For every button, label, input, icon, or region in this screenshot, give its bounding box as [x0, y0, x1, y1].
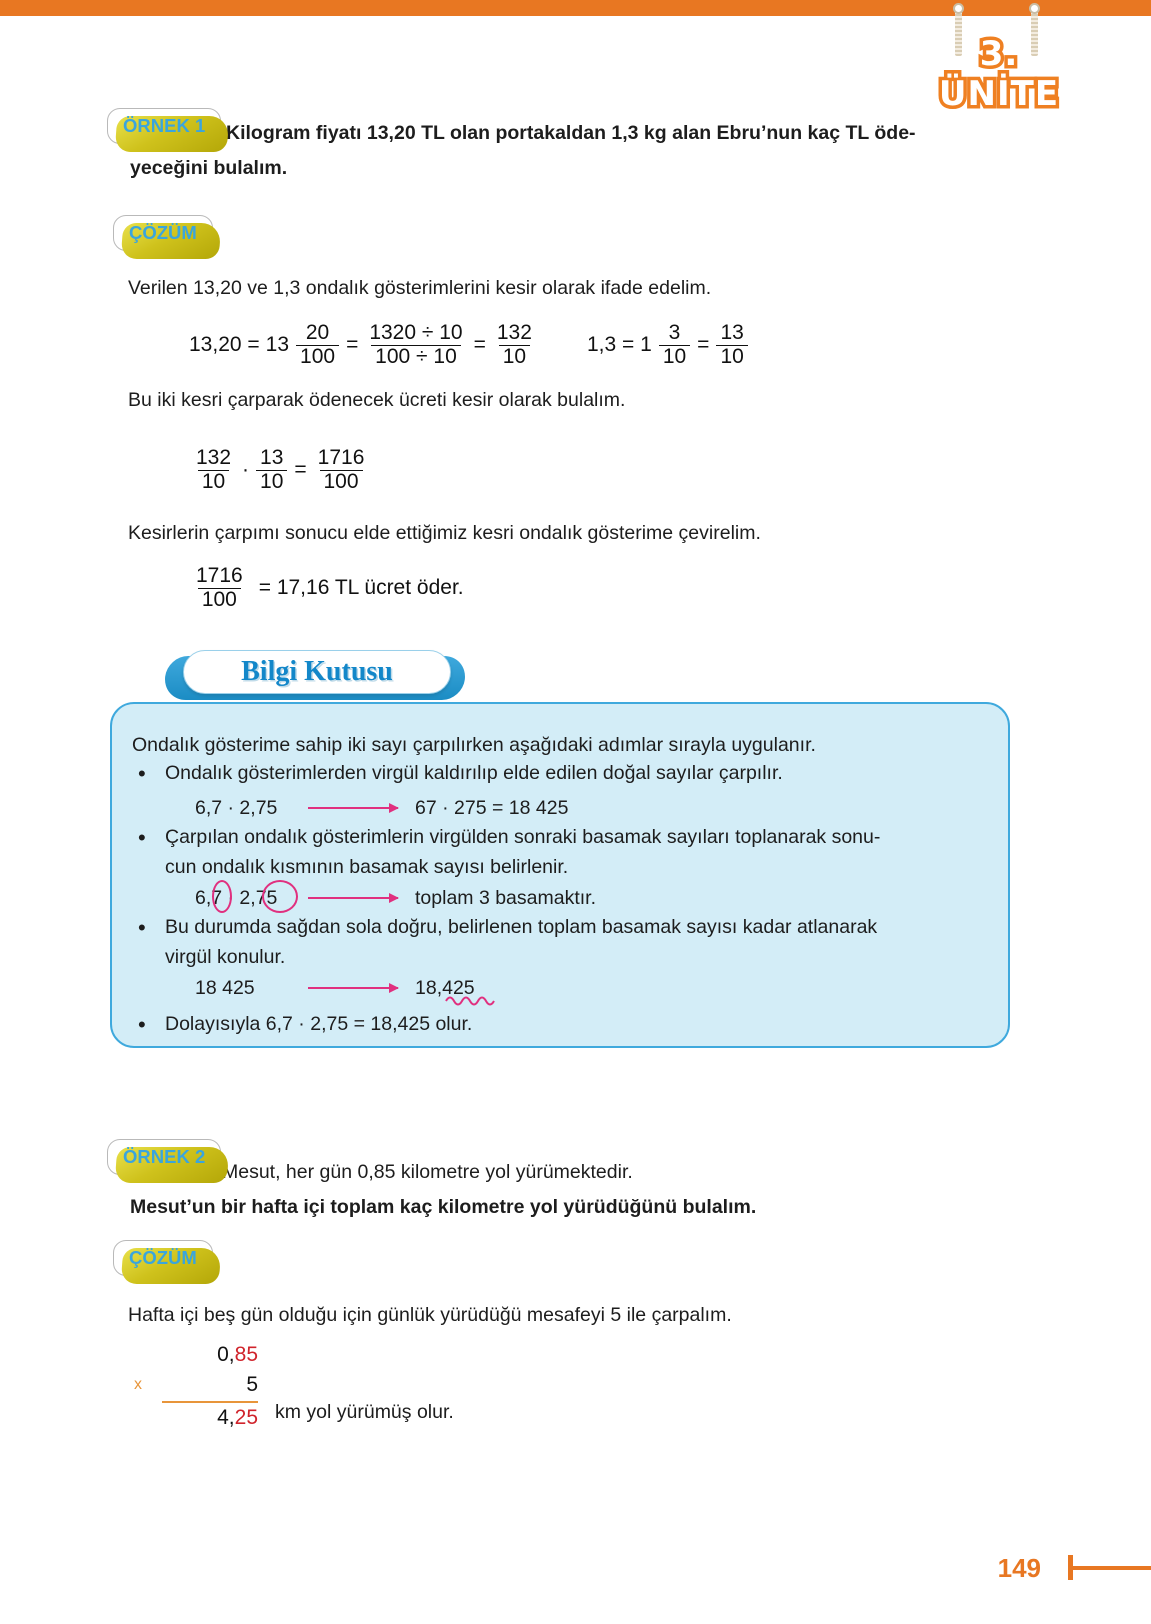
math2-f2-denominator: 10	[256, 470, 287, 494]
solution-1-badge: ÇÖZÜM	[113, 215, 213, 251]
info-item-1-example-right: 67 · 275 = 18 425	[415, 797, 569, 819]
math1-f1-denominator: 100	[296, 345, 339, 369]
math2-fraction-2	[256, 447, 287, 493]
vertical-multiplication	[134, 1340, 258, 1433]
example-2-badge: ÖRNEK 2	[107, 1139, 221, 1175]
info-item-2-example-left: 6,7 · 2,75	[195, 887, 278, 909]
wavy-underline-icon	[445, 995, 505, 1007]
info-item-3-text-line-2: virgül konulur.	[165, 946, 286, 968]
ring-right-icon	[1029, 3, 1040, 14]
math3-numerator: 1716	[196, 564, 243, 587]
unit-label: 3. ÜNİTE	[938, 34, 1060, 114]
solution-1-text-2: Bu iki kesri çarparak ödenecek ücreti kesir olarak bulalım.	[128, 389, 626, 411]
math2-f3-numerator: 1716	[317, 446, 365, 469]
example-1-badge: ÖRNEK 1	[107, 108, 221, 144]
bullet-3-glyph: •	[138, 915, 146, 940]
math2-equals: =	[294, 458, 307, 482]
product-integer: 4,	[217, 1406, 235, 1429]
math2-fraction-1	[192, 447, 235, 493]
multiplicand-row	[162, 1340, 258, 1370]
example-1-line-1: Kilogram fiyatı 13,20 TL olan portakaldan 1,3 kg alan Ebru’nun kaç TL öde-	[226, 122, 916, 144]
solution-2-text-1: Hafta içi beş gün olduğu için günlük yürüdüğü mesafeyi 5 ile çarpalım.	[128, 1304, 732, 1326]
circle-annotation-digits-75	[262, 880, 298, 913]
solution-1-text-3: Kesirlerin çarpımı sonucu elde ettiğimiz kesri ondalık gösterime çevirelim.	[128, 522, 761, 544]
arrow-1-icon	[308, 807, 398, 809]
info-item-1-example-left: 6,7 · 2,75	[195, 797, 278, 819]
math2-dot: ·	[242, 458, 250, 482]
math1b-f2-denominator: 10	[716, 345, 747, 369]
math1b-lhs: 1,3 = 1	[587, 333, 652, 357]
math-expression-1	[186, 322, 540, 368]
page-number: 149	[997, 1553, 1041, 1583]
math-expression-3	[188, 565, 467, 611]
product-row	[162, 1403, 258, 1433]
info-item-4-text: Dolayısıyla 6,7 · 2,75 = 18,425 olur.	[165, 1013, 473, 1035]
math1b-fraction-1	[659, 322, 690, 368]
multiplier-value: 5	[246, 1373, 258, 1396]
math3-denominator: 100	[198, 588, 241, 612]
math2-f1-denominator: 10	[198, 470, 229, 494]
multiplier-row	[134, 1370, 258, 1400]
math1-f2-denominator: 100 ÷ 10	[371, 345, 461, 369]
math1b-equals: =	[697, 333, 710, 357]
math2-fraction-3	[314, 447, 369, 493]
info-item-1-text: Ondalık gösterimlerden virgül kaldırılıp elde edilen doğal sayılar çarpılır.	[165, 762, 783, 784]
math1-f2-numerator: 1320 ÷ 10	[369, 321, 463, 344]
product-decimal: 25	[234, 1406, 258, 1429]
page-rule-line	[1069, 1566, 1151, 1570]
info-box-title: Bilgi Kutusu	[241, 656, 393, 687]
math1b-f1-denominator: 10	[659, 345, 690, 369]
math1b-f2-numerator: 13	[720, 321, 744, 344]
info-item-2-example-right: toplam 3 basamaktır.	[415, 887, 597, 909]
math1-f3-numerator: 132	[496, 321, 532, 344]
info-item-3-example-left: 18 425	[195, 977, 255, 999]
solution-2-badge: ÇÖZÜM	[113, 1240, 213, 1276]
math1b-f1-numerator: 3	[668, 321, 681, 344]
info-item-2-text-line-1: Çarpılan ondalık gösterimlerin virgülden sonraki basamak sayıları toplanarak sonu-	[165, 826, 881, 848]
unit-badge	[919, 0, 1079, 114]
multiplicand-integer: 0,	[217, 1343, 235, 1366]
arrow-3-icon	[308, 987, 398, 989]
multiplication-unit-text: km yol yürümüş olur.	[275, 1401, 454, 1423]
math3-fraction	[192, 565, 247, 611]
solution-1-text-1: Verilen 13,20 ve 1,3 ondalık gösterimlerini kesir olarak ifade edelim.	[128, 277, 712, 299]
info-intro: Ondalık gösterime sahip iki sayı çarpılırken aşağıdaki adımlar sırayla uygulanır.	[132, 734, 816, 756]
example-2-line-2: Mesut’un bir hafta içi toplam kaç kilometre yol yürüdüğünü bulalım.	[130, 1196, 757, 1218]
math1b-fraction-2	[716, 322, 747, 368]
multiplication-sign: x	[134, 1376, 142, 1393]
math3-result-text: = 17,16 TL ücret öder.	[258, 576, 464, 600]
math1-equals-2: =	[473, 333, 486, 357]
info-item-3-example-right: 18,425	[415, 977, 475, 999]
math1-lhs: 13,20 =	[189, 333, 260, 357]
info-item-3-text-line-1: Bu durumda sağdan sola doğru, belirlenen toplam basamak sayısı kadar atlanarak	[165, 916, 878, 938]
math1-f3-denominator: 10	[499, 345, 530, 369]
math1-fraction-3	[493, 322, 536, 368]
math2-f1-numerator: 132	[196, 446, 232, 469]
math1-mixed-whole: 13	[265, 333, 290, 357]
math2-f3-denominator: 100	[320, 470, 363, 494]
bullet-4-glyph: •	[138, 1012, 146, 1037]
ring-left-icon	[953, 3, 964, 14]
math1-fraction-2	[365, 322, 466, 368]
example-2-line-1: Mesut, her gün 0,85 kilometre yol yürümektedir.	[222, 1161, 633, 1183]
math-expression-1b	[584, 322, 752, 368]
example-1-line-2: yeceğini bulalım.	[130, 157, 288, 179]
arrow-2-icon	[308, 897, 398, 899]
info-box-tab	[165, 650, 465, 702]
multiplicand-decimal: 85	[234, 1343, 258, 1366]
math1-f1-numerator: 20	[305, 321, 330, 344]
info-item-2-text-line-2: cun ondalık kısmının basamak sayısı belirlenir.	[165, 856, 569, 878]
math2-f2-numerator: 13	[260, 446, 284, 469]
circle-annotation-digit-7	[212, 880, 232, 913]
math1-equals-1: =	[346, 333, 359, 357]
math-expression-2	[188, 447, 372, 493]
bullet-2-glyph: •	[138, 825, 146, 850]
math1-fraction-1	[296, 322, 339, 368]
bullet-1-glyph: •	[138, 761, 146, 786]
